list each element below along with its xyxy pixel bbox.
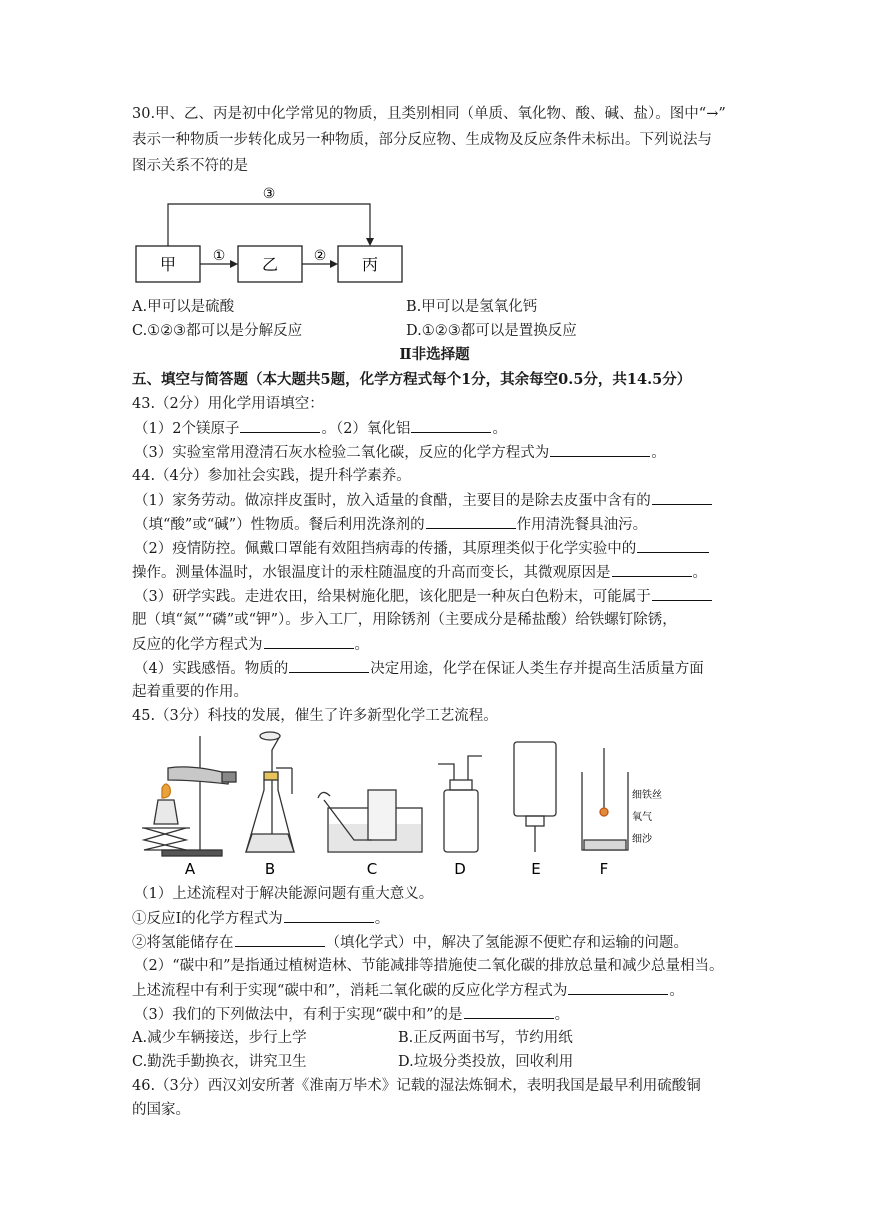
q44-line8-end: 决定用途，化学在保证人类生存并提高生活质量方面 (370, 661, 704, 677)
f-label-oxygen: 氧气 (632, 812, 652, 823)
box-bing-label: 丙 (361, 255, 379, 274)
q43-period: 。 (492, 421, 507, 437)
q45-blank-2 (235, 932, 325, 947)
q44-blank-5 (652, 586, 712, 601)
q44-line2-text: （填“酸”或“碱”）性物质。餐后利用洗涤剂的 (134, 517, 425, 533)
q44-line2 (134, 514, 647, 535)
q44-line9: 起着重要的作用。 (132, 684, 248, 700)
q45-blank-1 (284, 908, 374, 923)
arrow-3-head (366, 238, 374, 246)
q30-option-a: A.甲可以是硫酸 (132, 299, 235, 315)
box-jia-label: 甲 (159, 255, 177, 274)
apparatus-f (582, 748, 628, 850)
q45-part1-1-text: ①反应Ⅰ的化学方程式为 (132, 911, 283, 927)
q30-option-d: D.①②③都可以是置换反应 (406, 323, 577, 339)
q43-part3 (134, 442, 666, 463)
q45-part2b-end: 。 (669, 983, 684, 999)
apparatus-label-f: F (599, 860, 609, 878)
apparatus-b (246, 732, 294, 852)
q44-line6: 肥（填“氮”“磷”或“钾”）。步入工厂，用除锈剂（主要成分是稀盐酸）给铁螺钉除锈， (132, 612, 677, 628)
section-heading: 五、填空与简答题（本大题共5题，化学方程式每个1分，其余每空0.5分，共14.5分） (132, 371, 692, 388)
q45-blank-4 (464, 1004, 554, 1019)
arrow-1-head (230, 260, 238, 268)
q43-blank-2 (411, 418, 491, 433)
q30-line2: 表示一种物质一步转化成另一种物质，部分反应物、生成物及反应条件未标出。下列说法与 (132, 132, 712, 148)
q45-part1-1-end: 。 (374, 911, 390, 927)
q46-line1: 46.（3分）西汉刘安所著《淮南万毕术》记载的湿法炼铜术，表明我国是最早利用硫酸铜 (132, 1078, 701, 1094)
apparatus-label-b: B (264, 860, 276, 878)
q44-line8 (134, 658, 704, 679)
q45-part3-end: 。 (554, 1007, 570, 1023)
step1-label: ① (212, 248, 226, 264)
q43-part3-text: （3）实验室常用澄清石灰水检验二氧化碳，反应的化学方程式为 (134, 445, 550, 461)
q45-part1-1 (132, 908, 389, 929)
q43-period-3: 。 (651, 445, 666, 461)
q43-blank-3 (550, 442, 650, 457)
q44-line7-text: 反应的化学方程式为 (132, 637, 263, 653)
q30-line1: 30.甲、乙、丙是初中化学常见的物质，且类别相同（单质、氧化物、酸、碱、盐）。图中“→” (132, 106, 726, 122)
q44-line3 (134, 538, 710, 559)
q44-line7-end: 。 (354, 637, 369, 653)
q43-stem: 43.（2分）用化学用语填空： (132, 396, 324, 412)
apparatus-a (142, 736, 236, 856)
step2-label: ② (313, 248, 327, 264)
q45-part3-text: （3）我们的下列做法中，有利于实现“碳中和”的是 (134, 1007, 463, 1023)
apparatus-d (438, 756, 482, 852)
apparatus-label-d: D (454, 860, 466, 878)
q43-part1-text: （1）2个镁原子 (134, 421, 240, 437)
q45-part1: （1）上述流程对于解决能源问题有重大意义。 (134, 886, 434, 902)
q44-line2-end: 作用清洗餐具油污。 (516, 517, 648, 533)
q45-part2b (132, 980, 684, 1001)
q30-line3: 图示关系不符的是 (132, 158, 248, 174)
q44-line4 (132, 562, 707, 583)
q44-stem: 44.（4分）参加社会实践，提升科学素养。 (132, 468, 411, 484)
apparatus-label-a: A (184, 860, 196, 878)
q44-blank-4 (612, 562, 692, 577)
q45-part3 (134, 1004, 569, 1025)
q45-part2: （2）“碳中和”是指通过植树造林、节能减排等措施使二氧化碳的排放总量和减少总量相当。 (134, 958, 724, 974)
step3-label: ③ (262, 186, 276, 202)
q45-option-c: C.勤洗手勤换衣，讲究卫生 (132, 1054, 307, 1070)
q44-line5 (134, 586, 713, 607)
q44-line8-text: （4）实践感悟。物质的 (134, 661, 289, 677)
q30-option-b: B.甲可以是氢氧化钙 (406, 299, 538, 315)
q45-option-a: A.减少车辆接送，步行上学 (132, 1030, 307, 1046)
arrow-2-head (330, 260, 338, 268)
q44-blank-3 (637, 538, 709, 553)
f-label-sand: 细沙 (632, 834, 652, 845)
q45-blank-3 (568, 980, 668, 995)
apparatus-e (514, 742, 556, 852)
q46-line2: 的国家。 (132, 1102, 190, 1118)
q43-part1 (134, 418, 507, 439)
arrow-3 (168, 204, 370, 246)
q45-part1-2-end: （填化学式）中，解决了氢能源不便贮存和运输的问题。 (325, 935, 688, 951)
q45-option-b: B.正反两面书写，节约用纸 (398, 1030, 573, 1046)
q44-blank-1 (652, 490, 712, 505)
q44-line4-end: 。 (692, 565, 707, 581)
q43-part2-text: 。（2）氧化铝 (321, 421, 411, 437)
q43-blank-1 (240, 418, 320, 433)
q44-blank-7 (289, 658, 369, 673)
q45-stem: 45.（3分）科技的发展，催生了许多新型化学工艺流程。 (132, 708, 498, 724)
apparatus-label-e: E (531, 860, 541, 878)
section-title: Ⅱ非选择题 (399, 346, 470, 363)
q44-line4-text: 操作。测量体温时，水银温度计的汞柱随温度的升高而变长，其微观原因是 (132, 565, 611, 581)
q44-blank-2 (426, 514, 516, 529)
q44-blank-6 (264, 634, 354, 649)
q44-line1 (134, 490, 713, 511)
q30-conversion-diagram (130, 180, 410, 288)
q30-option-c: C.①②③都可以是分解反应 (132, 323, 303, 339)
q44-line1-text: （1）家务劳动。做凉拌皮蛋时，放入适量的食醋，主要目的是除去皮蛋中含有的 (134, 493, 651, 509)
q45-option-d: D.垃圾分类投放，回收利用 (398, 1054, 574, 1070)
q45-part1-2 (132, 932, 688, 953)
q45-part1-2-text: ②将氢能储存在 (132, 935, 234, 951)
f-label-iron-wire: 细铁丝 (632, 790, 662, 801)
q45-part2b-text: 上述流程中有利于实现“碳中和”，消耗二氧化碳的反应化学方程式为 (132, 983, 568, 999)
q45-apparatus-figure (132, 728, 692, 880)
apparatus-label-c: C (366, 860, 378, 878)
q44-line7 (132, 634, 369, 655)
q44-line5-text: （3）研学实践。走进农田，给果树施化肥，该化肥是一种灰白色粉末，可能属于 (134, 589, 651, 605)
box-yi-label: 乙 (261, 255, 279, 274)
apparatus-c (318, 790, 422, 852)
q44-line3-text: （2）疫情防控。佩戴口罩能有效阻挡病毒的传播，其原理类似于化学实验中的 (134, 541, 637, 557)
